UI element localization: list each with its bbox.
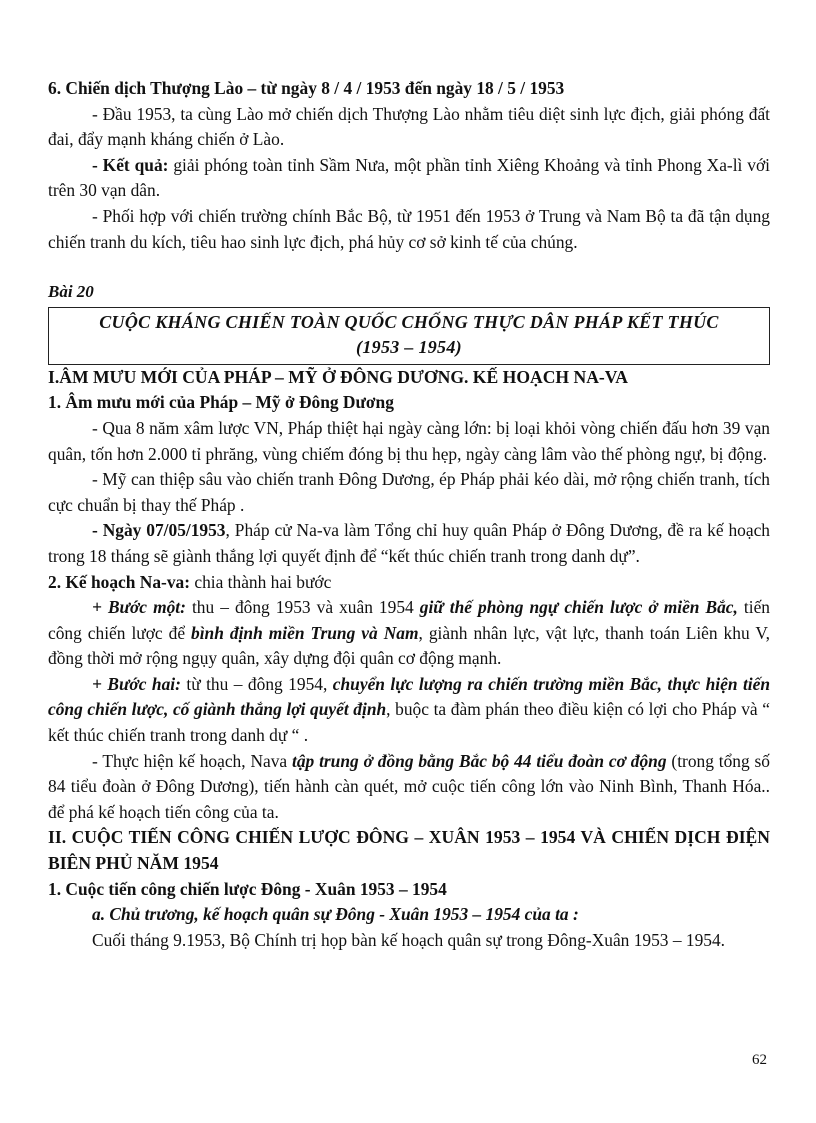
part-2-heading: II. CUỘC TIẾN CÔNG CHIẾN LƯỢC ĐÔNG – XUÂN 1953 – 1954 VÀ CHIẾN DỊCH ĐIỆN BIÊN PHỦ NĂM 1954 (48, 827, 770, 874)
subheading: 1. Âm mưu mới của Pháp – Mỹ ở Đông Dương (48, 392, 394, 413)
page-content (48, 76, 770, 953)
lesson-title-box (48, 307, 770, 365)
paragraph: Cuối tháng 9.1953, Bộ Chính trị họp bàn kế hoạch quân sự trong Đông-Xuân 1953 – 1954. (92, 929, 726, 950)
paragraph: + Bước một: thu – đông 1953 và xuân 1954 giữ thế phòng ngự chiến lược ở miền Bắc, tiến công chiến lược để bình định miền Trung và Nam, giành nhân lực, vật lực, thanh toán Liên khu V, đồng thời mở rộng ngụy quân, xây dựng đội quân cơ động mạnh. (48, 597, 770, 669)
paragraph: - Thực hiện kế hoạch, Nava tập trung ở đồng bằng Bắc bộ 44 tiểu đoàn cơ động (trong tổng số 84 tiểu đoàn ở Đông Dương), tiến hành càn quét, mở cuộc tiến công lớn vào Ninh Bình, Thanh Hóa.. để phá kế hoạch tiến công của ta. (48, 750, 770, 822)
result-label: - Kết quả: (92, 154, 169, 175)
part-1-heading: I.ÂM MƯU MỚI CỦA PHÁP – MỸ Ở ĐÔNG DƯƠNG. KẾ HOẠCH NA-VA (48, 366, 628, 387)
paragraph: - Qua 8 năm xâm lược VN, Pháp thiệt hại ngày càng lớn: bị loại khỏi vòng chiến đấu hơn 39 vạn quân, tốn hơn 2.000 tỉ phrăng, vùng chiếm đóng bị thu hẹp, ngày càng lâm vào thế phòng ngự, bị động. (48, 417, 770, 464)
paragraph: - Mỹ can thiệp sâu vào chiến tranh Đông Dương, ép Pháp phải kéo dài, mở rộng chiến tranh, tích cực chuẩn bị thay thế Pháp . (48, 469, 770, 515)
lesson-label: Bài 20 (48, 282, 94, 302)
subheading: 2. Kế hoạch Na-va: chia thành hai bước (48, 571, 332, 592)
subheading: 1. Cuộc tiến công chiến lược Đông - Xuân 1953 – 1954 (48, 878, 447, 899)
paragraph: - Đầu 1953, ta cùng Lào mở chiến dịch Thượng Lào nhằm tiêu diệt sinh lực địch, giải phóng đất đai, đẩy mạnh kháng chiến ở Lào. (48, 103, 770, 150)
section-6-heading: 6. Chiến dịch Thượng Lào – từ ngày 8 / 4 / 1953 đến ngày 18 / 5 / 1953 (48, 78, 565, 98)
paragraph: - Ngày 07/05/1953, Pháp cử Na-va làm Tổng chỉ huy quân Pháp ở Đông Dương, đề ra kế hoạch trong 18 tháng sẽ giành thắng lợi quyết định để “kết thúc chiến tranh trong danh dự”. (48, 520, 770, 566)
subheading-italic: a. Chủ trương, kế hoạch quân sự Đông - Xuân 1953 – 1954 của ta : (92, 904, 579, 925)
lesson-title-line-2: (1953 – 1954) (356, 336, 462, 357)
paragraph: - Phối hợp với chiến trường chính Bắc Bộ, từ 1951 đến 1953 ở Trung và Nam Bộ ta đã tận dụng chiến tranh du kích, tiêu hao sinh lực địch, phá hủy cơ sở kinh tế của chúng. (48, 205, 770, 252)
paragraph: - Kết quả: giải phóng toàn tỉnh Sầm Nưa, một phần tỉnh Xiêng Khoảng và tỉnh Phong Xa-lì với trên 30 vạn dân. (48, 154, 770, 201)
date-label: - Ngày 07/05/1953 (92, 520, 226, 541)
page-number: 62 (752, 1052, 767, 1068)
lesson-title-line-1: CUỘC KHÁNG CHIẾN TOÀN QUỐC CHỐNG THỰC DÂN PHÁP KẾT THÚC (99, 311, 719, 332)
paragraph: + Bước hai: từ thu – đông 1954, chuyển lực lượng ra chiến trường miền Bắc, thực hiện tiến công chiến lược, cố giành thắng lợi quyết định, buộc ta đàm phán theo điều kiện có lợi cho Pháp và “ kết thúc chiến tranh trong danh dự “ . (48, 673, 771, 746)
